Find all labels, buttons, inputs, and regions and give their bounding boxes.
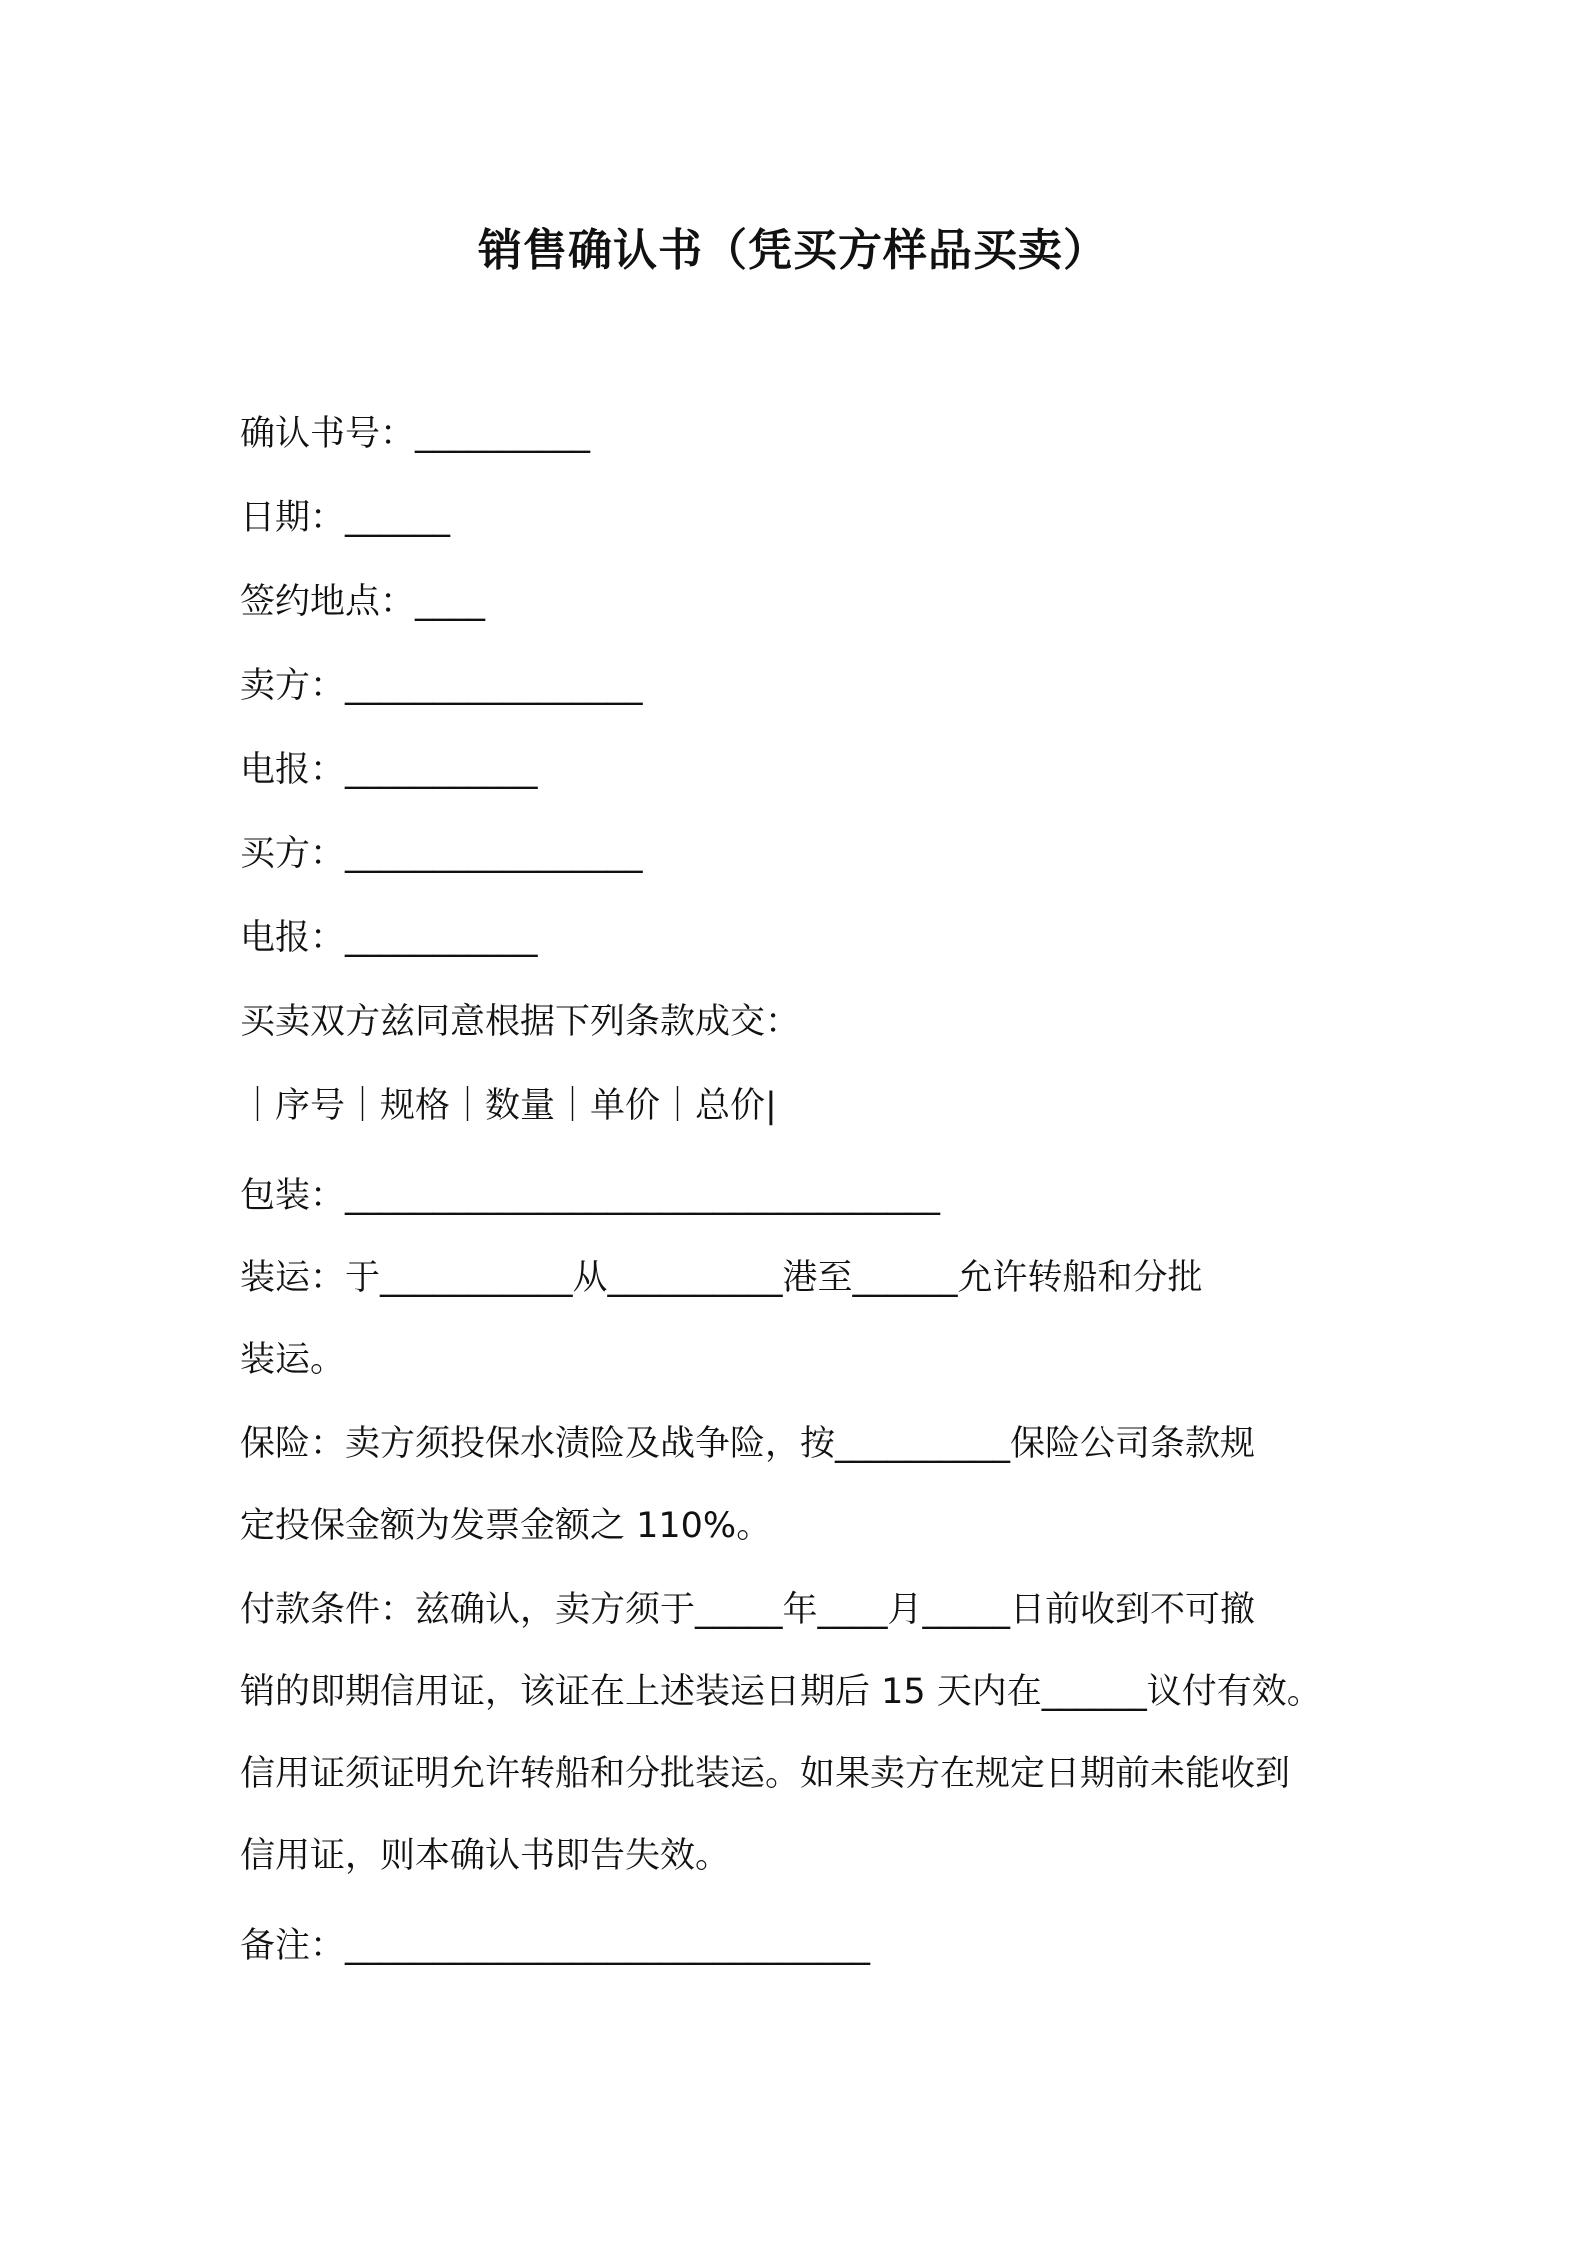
agreement-intro-line: 买卖双方兹同意根据下列条款成交： <box>240 1002 801 1042</box>
buyer-telegram-line: 电报：___________ <box>240 918 538 958</box>
confirmation-number-line: 确认书号：__________ <box>240 414 591 454</box>
payment-terms-line: 付款条件：兹确认，卖方须于_____年____月_____日前收到不可撤 <box>240 1590 1256 1630</box>
payment-terms-line-3: 信用证须证明允许转船和分批装运。如果卖方在规定日期前未能收到 <box>240 1754 1291 1794</box>
buyer-line: 买方：_________________ <box>240 834 643 874</box>
signing-place-line: 签约地点：____ <box>240 582 486 622</box>
payment-terms-line-4: 信用证，则本确认书即告失效。 <box>240 1836 731 1876</box>
goods-table-header-line: ｜序号｜规格｜数量｜单价｜总价| <box>240 1086 777 1126</box>
seller-line: 卖方：_________________ <box>240 666 643 706</box>
packing-line: 包装：__________________________________ <box>240 1176 941 1216</box>
date-line: 日期：______ <box>240 498 451 538</box>
remarks-line: 备注：______________________________ <box>240 1926 871 1966</box>
insurance-line-continued: 定投保金额为发票金额之 110%。 <box>240 1506 772 1546</box>
insurance-line: 保险：卖方须投保水渍险及战争险，按__________保险公司条款规 <box>240 1424 1256 1464</box>
document-title: 销售确认书（凭买方样品买卖） <box>478 225 1108 276</box>
seller-telegram-line: 电报：___________ <box>240 750 538 790</box>
payment-terms-line-2: 销的即期信用证，该证在上述装运日期后 15 天内在______议付有效。 <box>240 1672 1322 1712</box>
shipment-line: 装运：于___________从__________港至______允许转船和分批 <box>240 1258 1203 1298</box>
shipment-line-continued: 装运。 <box>240 1340 346 1380</box>
